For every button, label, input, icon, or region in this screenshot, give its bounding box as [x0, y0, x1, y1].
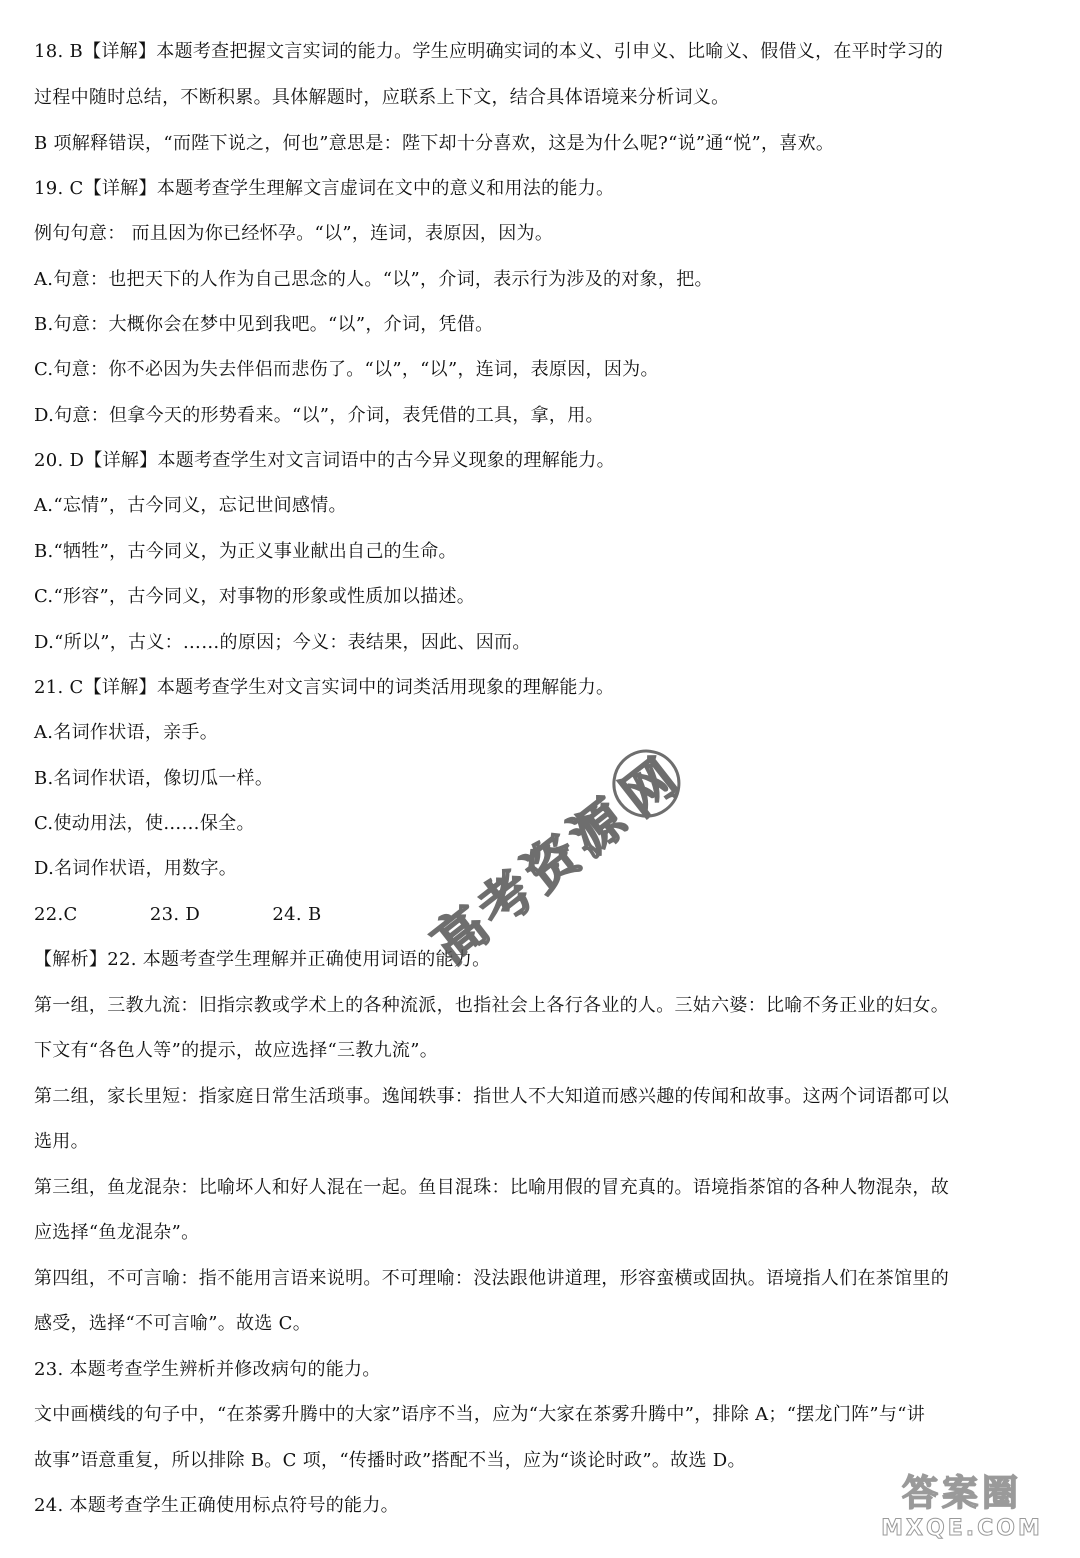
answer-summary-line: 22.C 23. D 24. B	[34, 904, 322, 925]
text-line: A.句意：也把天下的人作为自己思念的人。“以”，介词，表示行为涉及的对象，把。	[34, 269, 713, 290]
text-line: 【解析】22. 本题考查学生理解并正确使用词语的能力。	[34, 949, 491, 970]
corner-logo-text: 答案圈	[901, 1473, 1022, 1514]
text-line: C.“形容”，古今同义，对事物的形象或性质加以描述。	[34, 586, 476, 607]
text-line: 24. 本题考查学生正确使用标点符号的能力。	[34, 1495, 399, 1516]
text-line: C.句意：你不必因为失去伴侣而悲伤了。“以”，“以”，连词，表原因，因为。	[34, 359, 659, 380]
text-line: B.句意：大概你会在梦中见到我吧。“以”，介词，凭借。	[34, 314, 494, 335]
watermark-char: 考	[467, 860, 546, 940]
text-line: B.名词作状语，像切瓜一样。	[34, 768, 274, 789]
text-line: A.“忘情”，古今同义，忘记世间感情。	[34, 495, 347, 516]
watermark-seal-icon: 网	[599, 736, 694, 831]
text-line: 18. B【详解】本题考查把握文言实词的能力。学生应明确实词的本义、引申义、比喻义、假借义，在平时学习的	[34, 41, 944, 62]
text-line: 例句句意： 而且因为你已经怀孕。“以”，连词，表原因，因为。	[34, 223, 554, 244]
text-line: 20. D【详解】本题考查学生对文言词语中的古今异义现象的理解能力。	[34, 450, 615, 471]
text-line: C.使动用法，使……保全。	[34, 813, 255, 834]
text-line: 应选择“鱼龙混杂”。	[34, 1222, 200, 1243]
text-line: 19. C【详解】本题考查学生理解文言虚词在文中的意义和用法的能力。	[34, 178, 615, 199]
text-line: 过程中随时总结，不断积累。具体解题时，应联系上下文，结合具体语境来分析词义。	[34, 87, 730, 108]
text-line: A.名词作状语，亲手。	[34, 722, 219, 743]
text-line: 感受，选择“不可言喻”。故选 C。	[34, 1313, 311, 1334]
text-line: 第二组，家长里短：指家庭日常生活琐事。逸闻轶事：指世人不大知道而感兴趣的传闻和故事。这两个词语都可以	[34, 1086, 949, 1107]
text-line: 23. 本题考查学生辨析并修改病句的能力。	[34, 1359, 381, 1380]
corner-logo-url: MXQE.COM	[881, 1516, 1043, 1541]
text-line: 下文有“各色人等”的提示，故应选择“三教九流”。	[34, 1040, 439, 1061]
text-line: B.“牺牲”，古今同义，为正义事业献出自己的生命。	[34, 541, 457, 562]
text-line: 文中画横线的句子中，“在茶雾升腾中的大家”语序不当，应为“大家在茶雾升腾中”，排除 A；“摆龙门阵”与“讲	[34, 1404, 926, 1425]
text-line: 21. C【详解】本题考查学生对文言实词中的词类活用现象的理解能力。	[34, 677, 615, 698]
text-line: D.“所以”，古义：……的原因；今义：表结果，因此、因而。	[34, 632, 531, 653]
text-line: 选用。	[34, 1131, 89, 1152]
text-line: 第四组，不可言喻：指不能用言语来说明。不可理喻：没法跟他讲道理，形容蛮横或固执。语境指人们在茶馆里的	[34, 1268, 949, 1289]
text-line: D.句意：但拿今天的形势看来。“以”，介词，表凭借的工具，拿，用。	[34, 405, 604, 426]
text-line: 第三组，鱼龙混杂：比喻坏人和好人混在一起。鱼目混珠：比喻用假的冒充真的。语境指茶馆的各种人物混杂，故	[34, 1177, 949, 1198]
text-line: D.名词作状语，用数字。	[34, 858, 238, 879]
text-line: B 项解释错误，“而陛下说之，何也”意思是：陛下却十分喜欢，这是为什么呢?“说”通“悦”，喜欢。	[34, 133, 835, 154]
watermark-char: 资	[513, 824, 592, 904]
watermark-char: 源	[558, 788, 637, 869]
watermark-char: 高	[421, 896, 500, 976]
text-line: 第一组，三教九流：旧指宗教或学术上的各种流派，也指社会上各行各业的人。三姑六婆：比喻不务正业的妇女。	[34, 995, 949, 1016]
text-line: 故事”语意重复，所以排除 B。C 项，“传播时政”搭配不当，应为“谈论时政”。故选 D。	[34, 1450, 746, 1471]
